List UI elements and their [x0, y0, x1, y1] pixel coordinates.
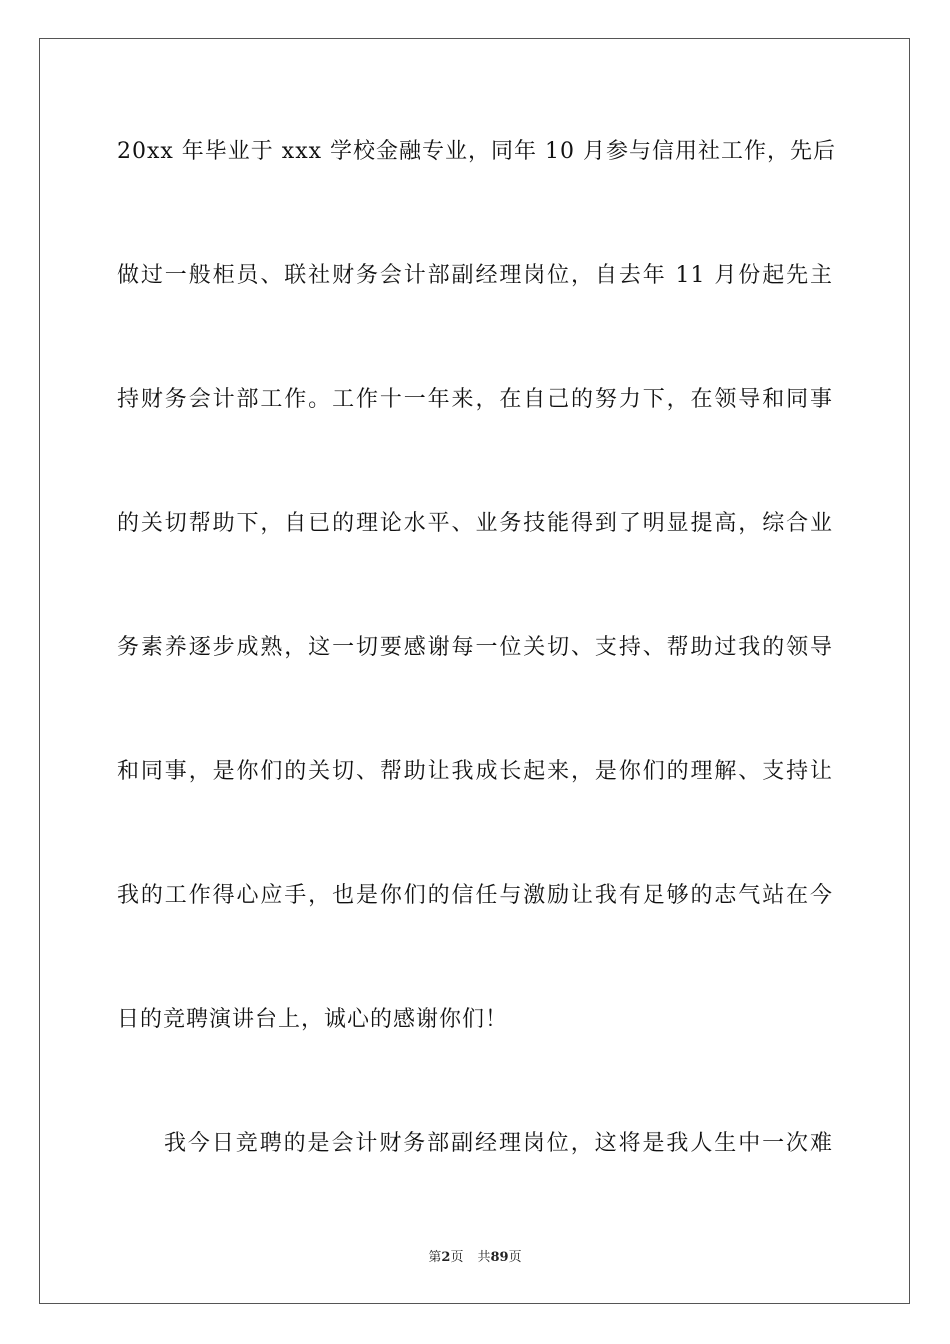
total-label-suffix: 页 [508, 1250, 522, 1265]
text-line: 和同事，是你们的关切、帮助让我成长起来，是你们的理解、支持让 [117, 759, 833, 784]
text-line: 我今日竞聘的是会计财务部副经理岗位，这将是我人生中一次难 [164, 1131, 833, 1156]
total-pages: 89 [490, 1250, 509, 1265]
text-line: 20xx 年毕业于 xxx 学校金融专业，同年 10 月参与信用社工作，先后 [117, 139, 836, 164]
text-line: 持财务会计部工作。工作十一年来，在自己的努力下，在领导和同事 [117, 387, 833, 412]
text-line: 我的工作得心应手，也是你们的信任与激励让我有足够的志气站在今 [117, 883, 833, 908]
text-line: 务素养逐步成熟，这一切要感谢每一位关切、支持、帮助过我的领导 [117, 635, 833, 660]
document-body [117, 128, 836, 1244]
page-number: 2 [441, 1250, 451, 1265]
text-line: 日的竞聘演讲台上，诚心的感谢你们！ [117, 1007, 509, 1032]
page-label-suffix: 页 [450, 1250, 464, 1265]
text-line: 做过一般柜员、联社财务会计部副经理岗位，自去年 11 月份起先主 [117, 263, 833, 288]
text-line: 的关切帮助下，自已的理论水平、业务技能得到了明显提高，综合业 [117, 511, 833, 536]
page-label-prefix: 第 [428, 1250, 442, 1265]
page-footer [0, 1246, 950, 1265]
total-label-prefix: 共 [477, 1250, 491, 1265]
